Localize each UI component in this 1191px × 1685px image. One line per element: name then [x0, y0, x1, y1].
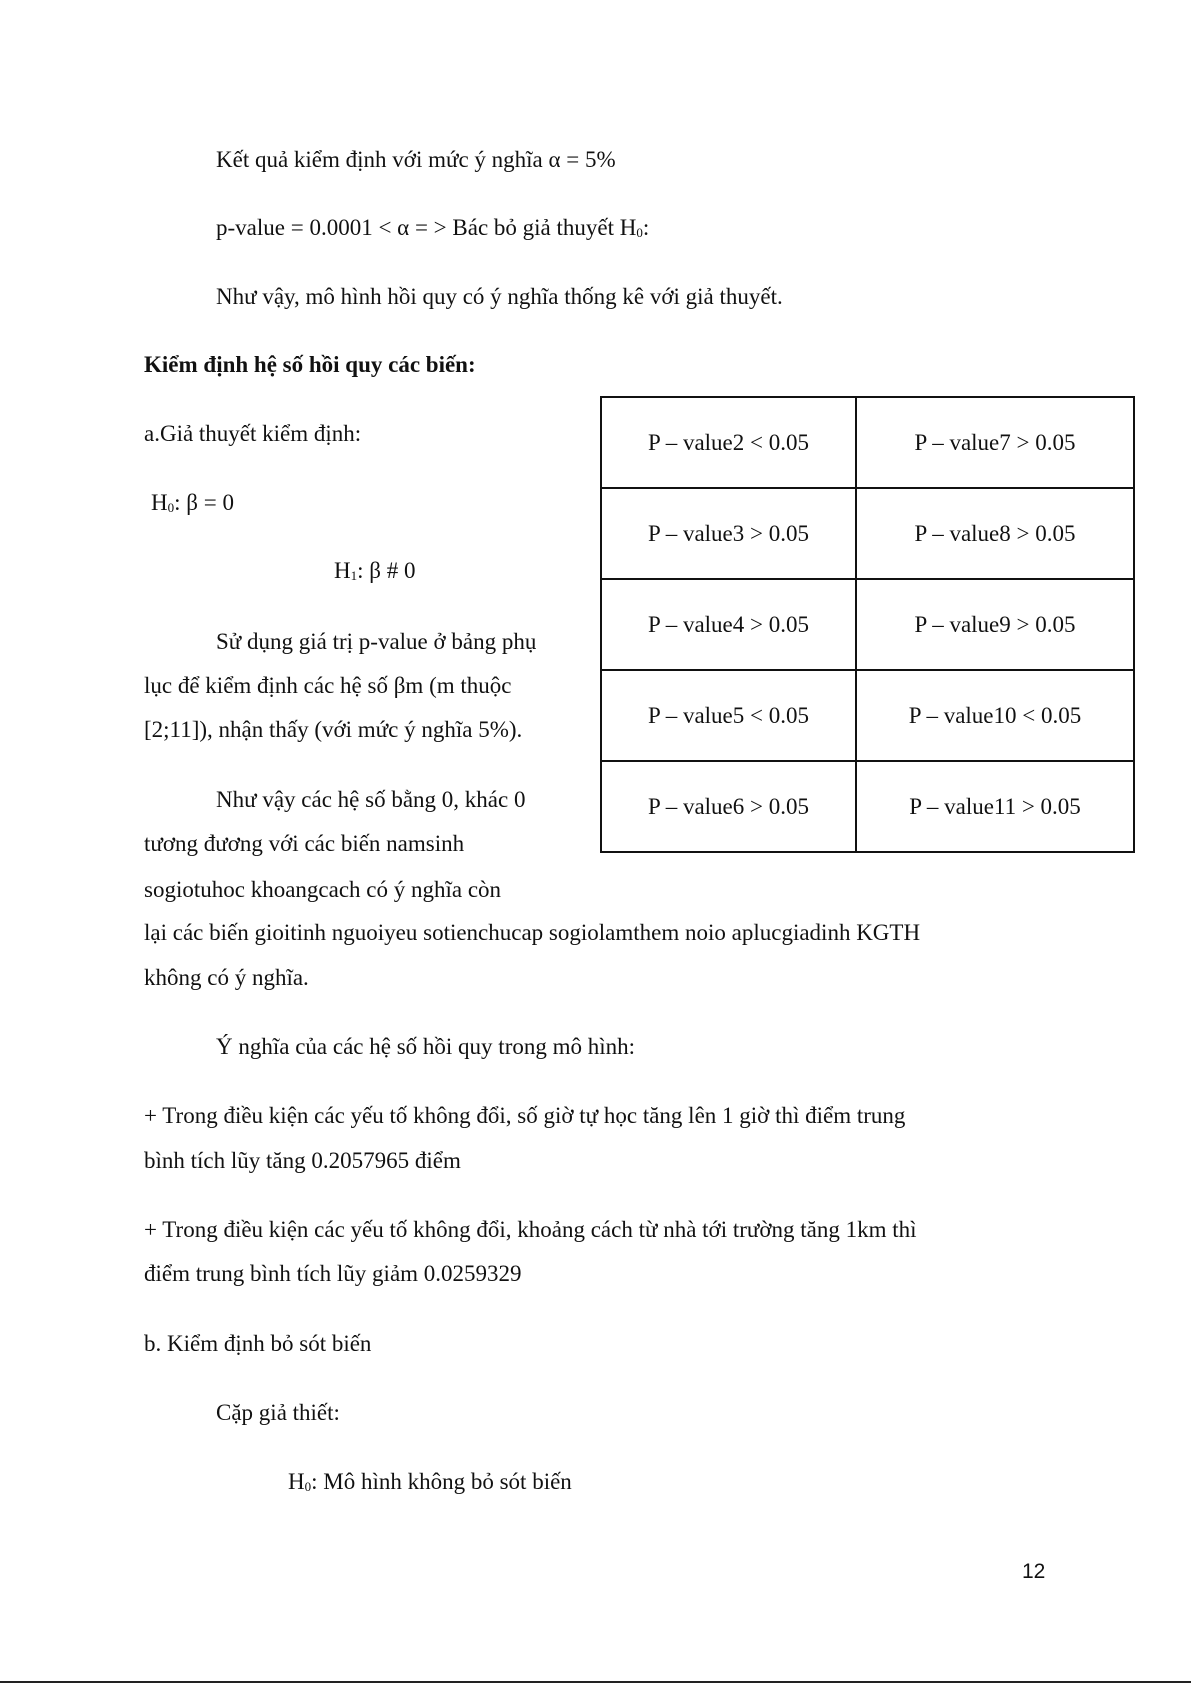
- hypothesis-a-line: a.Giả thuyết kiểm định:: [144, 421, 362, 446]
- table-cell: P – value5 < 0.05: [601, 670, 856, 761]
- table-row: [601, 579, 1134, 670]
- table-cell: P – value7 > 0.05: [856, 397, 1134, 488]
- use-pvalue-line-3: [2;11]), nhận thấy (với mức ý nghĩa 5%).: [144, 717, 523, 742]
- h0-omit-line: [288, 1468, 572, 1501]
- h0-line: [151, 489, 234, 522]
- meaning-1-line-1: + Trong điều kiện các yếu tố không đổi, số giờ tự học tăng lên 1 giờ thì điểm trung: [144, 1103, 906, 1128]
- coef-test-heading: Kiểm định hệ số hồi quy các biến:: [144, 352, 476, 377]
- h0-rest: : β = 0: [174, 490, 234, 515]
- omitted-variable-heading: b. Kiểm định bỏ sót biến: [144, 1331, 372, 1356]
- pvalue-line: [216, 214, 649, 247]
- conclusion-line-1: Như vậy các hệ số bằng 0, khác 0: [216, 787, 526, 812]
- table-row: [601, 761, 1134, 852]
- use-pvalue-line-2: lục để kiểm định các hệ số βm (m thuộc: [144, 673, 512, 698]
- h1-subscript: 1: [350, 568, 358, 583]
- h1-rest: : β # 0: [357, 558, 416, 583]
- table-cell: P – value8 > 0.05: [856, 488, 1134, 579]
- meaning-2-line-2: điểm trung bình tích lũy giảm 0.0259329: [144, 1261, 522, 1286]
- h1-letter: H: [334, 558, 351, 583]
- table-cell: P – value11 > 0.05: [856, 761, 1134, 852]
- meaning-1-line-2: bình tích lũy tăng 0.2057965 điểm: [144, 1148, 461, 1173]
- h0-omit-subscript: 0: [304, 1479, 312, 1494]
- page-number: 12: [1022, 1560, 1046, 1583]
- pvalue-tail: :: [642, 215, 650, 240]
- table-cell: P – value2 < 0.05: [601, 397, 856, 488]
- pvalue-text: p-value = 0.0001 < α = > Bác bỏ giả thuyết H: [216, 215, 637, 240]
- h0-omit-rest: : Mô hình không bỏ sót biến: [311, 1469, 572, 1494]
- conclusion-line-2: tương đương với các biến namsinh: [144, 831, 465, 856]
- table-cell: P – value6 > 0.05: [601, 761, 856, 852]
- pvalue-subscript: 0: [636, 225, 643, 240]
- result-alpha-line: Kết quả kiểm định với mức ý nghĩa α = 5%: [216, 147, 616, 172]
- h0-letter: H: [151, 490, 168, 515]
- table-cell: P – value10 < 0.05: [856, 670, 1134, 761]
- h1-line: [334, 557, 415, 590]
- pvalue-table: [600, 396, 1135, 853]
- table-row: [601, 488, 1134, 579]
- table-cell: P – value3 > 0.05: [601, 488, 856, 579]
- meaning-2-line-1: + Trong điều kiện các yếu tố không đổi, khoảng cách từ nhà tới trường tăng 1km thì: [144, 1217, 917, 1242]
- conclusion-line-3: sogiotuhoc khoangcach có ý nghĩa còn: [144, 877, 502, 902]
- bottom-border-line: [0, 1681, 1191, 1683]
- conclusion-line-5: không có ý nghĩa.: [144, 965, 309, 990]
- table-cell: P – value4 > 0.05: [601, 579, 856, 670]
- h0-omit-letter: H: [288, 1469, 305, 1494]
- coef-meaning-heading: Ý nghĩa của các hệ số hồi quy trong mô hình:: [216, 1034, 636, 1059]
- h0-subscript: 0: [167, 500, 175, 515]
- use-pvalue-line-1: Sử dụng giá trị p-value ở bảng phụ: [216, 629, 537, 654]
- model-meaning-line: Như vậy, mô hình hồi quy có ý nghĩa thống kê với giả thuyết.: [216, 284, 783, 309]
- table-row: [601, 397, 1134, 488]
- conclusion-line-4: lại các biến gioitinh nguoiyeu sotienchucap sogiolamthem noio aplucgiadinh KGTH: [144, 920, 921, 945]
- table-cell: P – value9 > 0.05: [856, 579, 1134, 670]
- table-row: [601, 670, 1134, 761]
- pair-hypothesis-line: Cặp giả thiết:: [216, 1400, 340, 1425]
